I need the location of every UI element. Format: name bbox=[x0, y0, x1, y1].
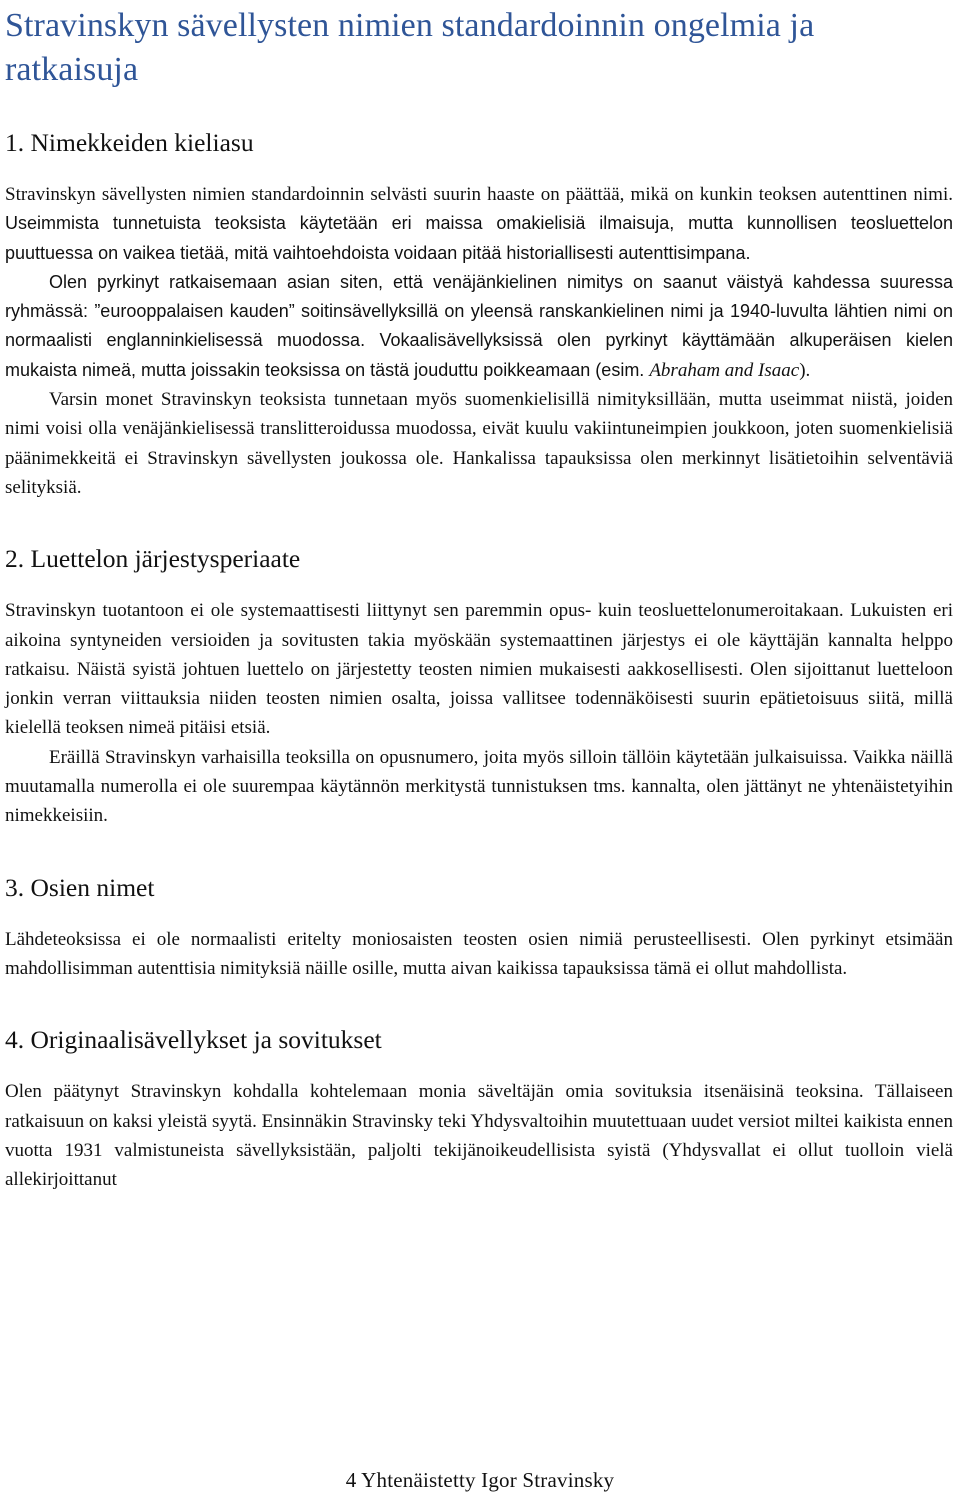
paragraph-text: Useimmista tunnetuista teoksista käytetään eri maissa omakielisiä ilmaisuja, mutta kunnollisen teosluettelon puuttuessa on vaikea tietää, mitä vaihtoehdoista voidaan pitää historiallisesti autenttisimpana. bbox=[5, 213, 953, 263]
paragraph bbox=[5, 180, 953, 268]
section-heading: 4. Originaalisävellykset ja sovitukset bbox=[5, 1025, 382, 1055]
page-footer: 4 Yhtenäistetty Igor Stravinsky bbox=[345, 1468, 615, 1492]
section-4 bbox=[5, 1025, 953, 1194]
section-heading: 1. Nimekkeiden kieliasu bbox=[5, 128, 254, 157]
paragraph bbox=[5, 268, 953, 385]
paragraph: Varsin monet Stravinskyn teoksista tunnetaan myös suomenkielisillä nimityksillään, mutta useimmat niistä, joiden nimi voisi olla venäjänkielisessä translitteroidussa muodossa, eivät kuulu vakiintuneimpien joukkoon, joten suomenkielisiä päänimekkeitä ei Stravinskyn sävellysten joukossa ole. Hankalissa tapauksissa olen merkinnyt lisätietoihin selventäviä selityksiä. bbox=[5, 389, 953, 498]
section-2 bbox=[5, 544, 953, 830]
section-3 bbox=[5, 873, 953, 984]
paragraph-text: ). bbox=[799, 359, 811, 381]
paragraph: Olen päätynyt Stravinskyn kohdalla kohtelemaan monia säveltäjän omia sovituksia itsenäisinä teoksina. Tällaiseen ratkaisuun on kaksi yleistä syytä. Ensinnäkin Stravinsky teki Yhdysvaltoihin muutettuaan uudet versiot miltei kaikista ennen vuotta 1931 valmistuneista sävellyksistään, paljolti tekijänoikeudellisista syistä (Yhdysvallat ei ollut tuolloin vielä allekirjoittanut bbox=[5, 1081, 953, 1191]
paragraph: Stravinskyn tuotantoon ei ole systemaattisesti liittynyt sen paremmin opus- kuin teosluettelonumeroitakaan. Lukuisten eri aikoina syntyneiden versioiden ja sovitusten takia myöskään systemaattinen järjestys ei ole käyttäjän kannalta helppo ratkaisu. Näistä syistä johtuen luettelo on järjestetty teosten nimien mukaisesti aakkosellisesti. Olen sijoittanut luetteloon jonkin verran viittauksia niiden teosten nimien osalta, joissa vallitsee todennäköisesti suurin epätietoisuus siitä, millä kielellä teoksen nimeä pitäisi etsiä. bbox=[5, 600, 953, 739]
paragraph-text: Stravinskyn sävellysten nimien standardoinnin selvästi suurin haaste on päättää, mikä on kunkin teoksen autenttinen nimi. bbox=[5, 184, 953, 205]
paragraph: Eräillä Stravinskyn varhaisilla teoksilla on opusnumero, joita myös silloin tällöin käytetään julkaisuissa. Vaikka näillä muutamalla numerolla ei ole suurempaa käytännön merkitystä tunnistuksen tms. kannalta, olen jättänyt ne yhtenäistetyihin nimekkeisiin. bbox=[5, 746, 953, 827]
paragraph: Lähdeteoksissa ei ole normaalisti eritelty moniosaisten teosten osien nimiä perusteellisesti. Olen pyrkinyt etsimään mahdollisimman autenttisia nimityksiä näille osille, mutta aivan kaikissa tapauksissa tämä ei ollut mahdollista. bbox=[5, 928, 953, 979]
work-title: Abraham and Isaac bbox=[649, 359, 800, 381]
document-title: Stravinskyn sävellysten nimien standardoinnin ongelmia ja ratkaisuja bbox=[5, 7, 815, 88]
paragraph-text: Olen pyrkinyt ratkaisemaan asian siten, että venäjänkielinen nimitys on saanut väistyä kahdessa suuressa ryhmässä: ”eurooppalaisen kauden” soitinsävellyksillä on yleensä ranskankielinen nimi ja 1940-luvulta lähtien nimi on normaalisti englanninkielisessä muodossa. Vokaalisävellyksissä olen pyrkinyt käyttämään alkuperäisen kielen mukaista nimeä, mutta joissakin teoksissa on tästä jouduttu poikkeamaan (esim. bbox=[5, 271, 953, 380]
section-heading: 2. Luettelon järjestysperiaate bbox=[5, 544, 301, 574]
section-1 bbox=[5, 128, 953, 502]
document-page bbox=[5, 0, 953, 1194]
section-heading: 3. Osien nimet bbox=[5, 872, 155, 902]
